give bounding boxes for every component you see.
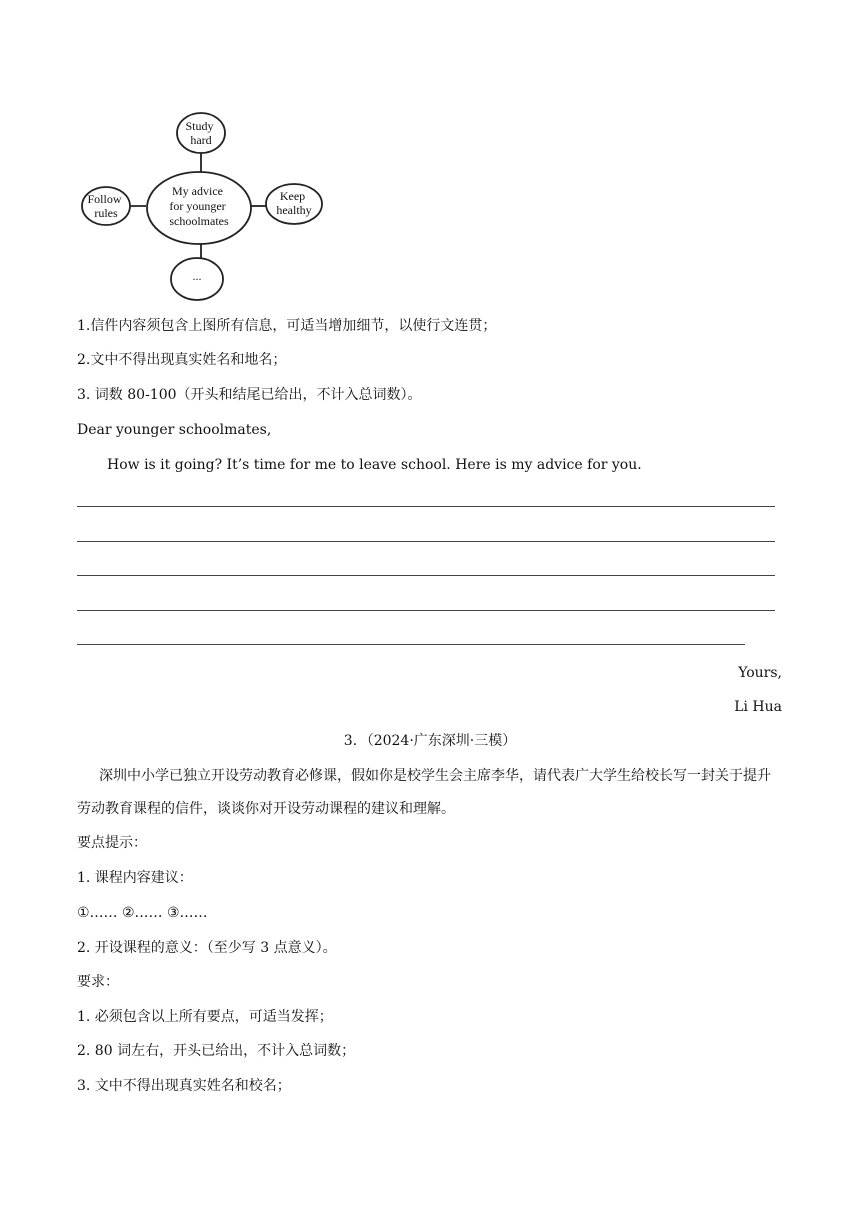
center-label: My advice for younger schoolmates	[169, 184, 229, 228]
requirements-title: 要求：	[77, 974, 119, 990]
letter-closing: Yours,	[738, 665, 782, 681]
task3-requirement-1: 1. 必须包含以上所有要点，可适当发挥；	[77, 1009, 333, 1025]
more-label: ...	[192, 269, 202, 283]
task2-requirement-3: 3. 词数 80-100（开头和结尾已给出，不计入总词数）。	[77, 387, 422, 403]
task3-requirement-3: 3. 文中不得出现真实姓名和校名；	[77, 1078, 291, 1094]
keep-healthy-label: Keep healthy	[276, 189, 312, 217]
letter-opening: How is it going? It’s time for me to leave school. Here is my advice for you.	[107, 457, 642, 473]
answer-line[interactable]	[77, 506, 775, 507]
letter-salutation: Dear younger schoolmates,	[77, 422, 272, 438]
answer-line[interactable]	[77, 541, 775, 542]
letter-signature: Li Hua	[734, 699, 782, 715]
task2-requirement-1: 1.信件内容须包含上图所有信息，可适当增加细节，以使行文连贯；	[77, 318, 497, 334]
task2-requirement-2: 2.文中不得出现真实姓名和地名；	[77, 352, 287, 368]
answer-line[interactable]	[77, 610, 775, 611]
study-hard-label: Study hard	[185, 119, 214, 147]
task3-prompt: 深圳中小学已独立开设劳动教育必修课，假如你是校学生会主席李华，请代表广大学生给校长写一封关于提升劳动教育课程的信件，谈谈你对开设劳动课程的建议和理解。	[77, 768, 771, 817]
point-2: 2. 开设课程的意义：（至少写 3 点意义）。	[77, 940, 337, 956]
points-title: 要点提示：	[77, 835, 147, 851]
point-1-items: ①…… ②…… ③……	[77, 905, 208, 921]
task3-heading: 3．（2024·广东深圳·三模）	[343, 733, 517, 749]
point-1: 1. 课程内容建议：	[77, 870, 193, 886]
follow-rules-label: Follow rules	[87, 192, 122, 220]
task3-requirement-2: 2. 80 词左右，开头已给出，不计入总词数；	[77, 1043, 356, 1059]
answer-line[interactable]	[77, 575, 775, 576]
answer-line[interactable]	[77, 644, 745, 645]
advice-mindmap	[76, 108, 328, 304]
